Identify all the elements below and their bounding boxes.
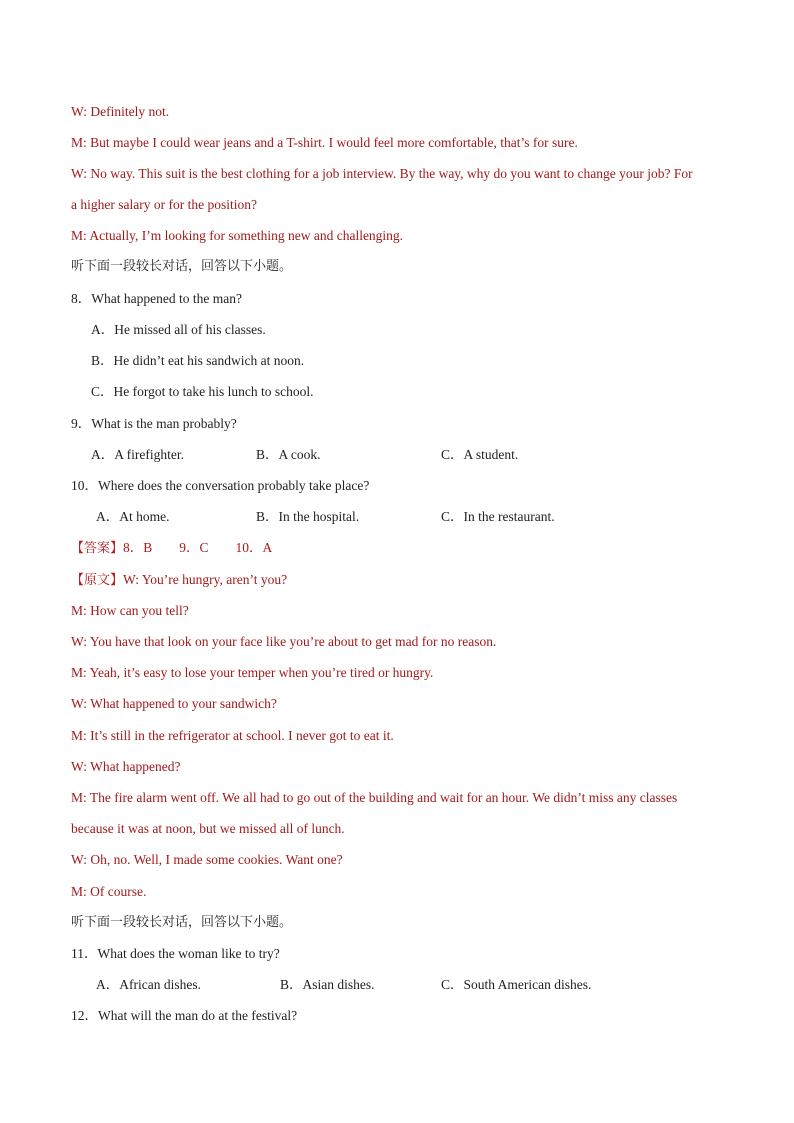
dialogue-line: M: Yeah, it’s easy to lose your temper when you’re tired or hungry.: [71, 665, 434, 680]
question-11-option-a: A．African dishes.: [96, 977, 201, 992]
question-9-option-a: A．A firefighter.: [91, 447, 184, 462]
dialogue-line: M: The fire alarm went off. We all had to go out of the building and wait for an hour. We didn’t miss any classes: [71, 790, 678, 805]
dialogue-line: a higher salary or for the position?: [71, 197, 257, 212]
dialogue-line: because it was at noon, but we missed all of lunch.: [71, 821, 345, 836]
dialogue-line: M: But maybe I could wear jeans and a T-shirt. I would feel more comfortable, that’s for sure.: [71, 135, 578, 150]
transcript-first-line: [71, 571, 287, 590]
dialogue-line: M: It’s still in the refrigerator at school. I never got to eat it.: [71, 728, 394, 743]
dialogue-line: M: Actually, I’m looking for something new and challenging.: [71, 228, 404, 243]
dialogue-line: W: What happened to your sandwich?: [71, 696, 277, 711]
answer-tag: 【答案】: [71, 541, 124, 556]
question-8-option-a: A．He missed all of his classes.: [91, 322, 266, 337]
dialogue-line: W: No way. This suit is the best clothing for a job interview. By the way, why do you want to change your job? For: [71, 166, 693, 181]
dialogue-line: W: You’re hungry, aren’t you?: [123, 572, 288, 587]
dialogue-line: W: What happened?: [71, 759, 181, 774]
dialogue-line: W: Definitely not.: [71, 104, 170, 119]
question-10-stem: 10．Where does the conversation probably take place?: [71, 478, 370, 493]
answer-text: 8．B 9．C 10．A: [123, 540, 273, 555]
question-9-stem: 9．What is the man probably?: [71, 416, 237, 431]
transcript-tag: 【原文】: [71, 573, 124, 588]
question-8-option-c: C．He forgot to take his lunch to school.: [91, 384, 314, 399]
dialogue-line: W: Oh, no. Well, I made some cookies. Want one?: [71, 852, 343, 867]
dialogue-line: M: How can you tell?: [71, 603, 189, 618]
question-10-option-a: A．At home.: [96, 509, 170, 524]
question-8-stem: 8．What happened to the man?: [71, 291, 242, 306]
question-10-option-b: B．In the hospital.: [256, 509, 360, 524]
question-11-stem: 11．What does the woman like to try?: [71, 946, 280, 961]
question-8-option-b: B．He didn’t eat his sandwich at noon.: [91, 353, 305, 368]
question-9-option-b: B．A cook.: [256, 447, 321, 462]
question-11-option-c: C．South American dishes.: [441, 977, 592, 992]
question-9-option-c: C．A student.: [441, 447, 519, 462]
section-heading: 听下面一段较长对话，回答以下小题。: [71, 259, 293, 274]
question-11-option-b: B．Asian dishes.: [280, 977, 375, 992]
section-heading: 听下面一段较长对话，回答以下小题。: [71, 915, 293, 930]
dialogue-line: M: Of course.: [71, 884, 147, 899]
dialogue-line: W: You have that look on your face like you’re about to get mad for no reason.: [71, 634, 497, 649]
answer-line: [71, 539, 272, 558]
question-12-stem: 12．What will the man do at the festival?: [71, 1008, 298, 1023]
question-10-option-c: C．In the restaurant.: [441, 509, 555, 524]
